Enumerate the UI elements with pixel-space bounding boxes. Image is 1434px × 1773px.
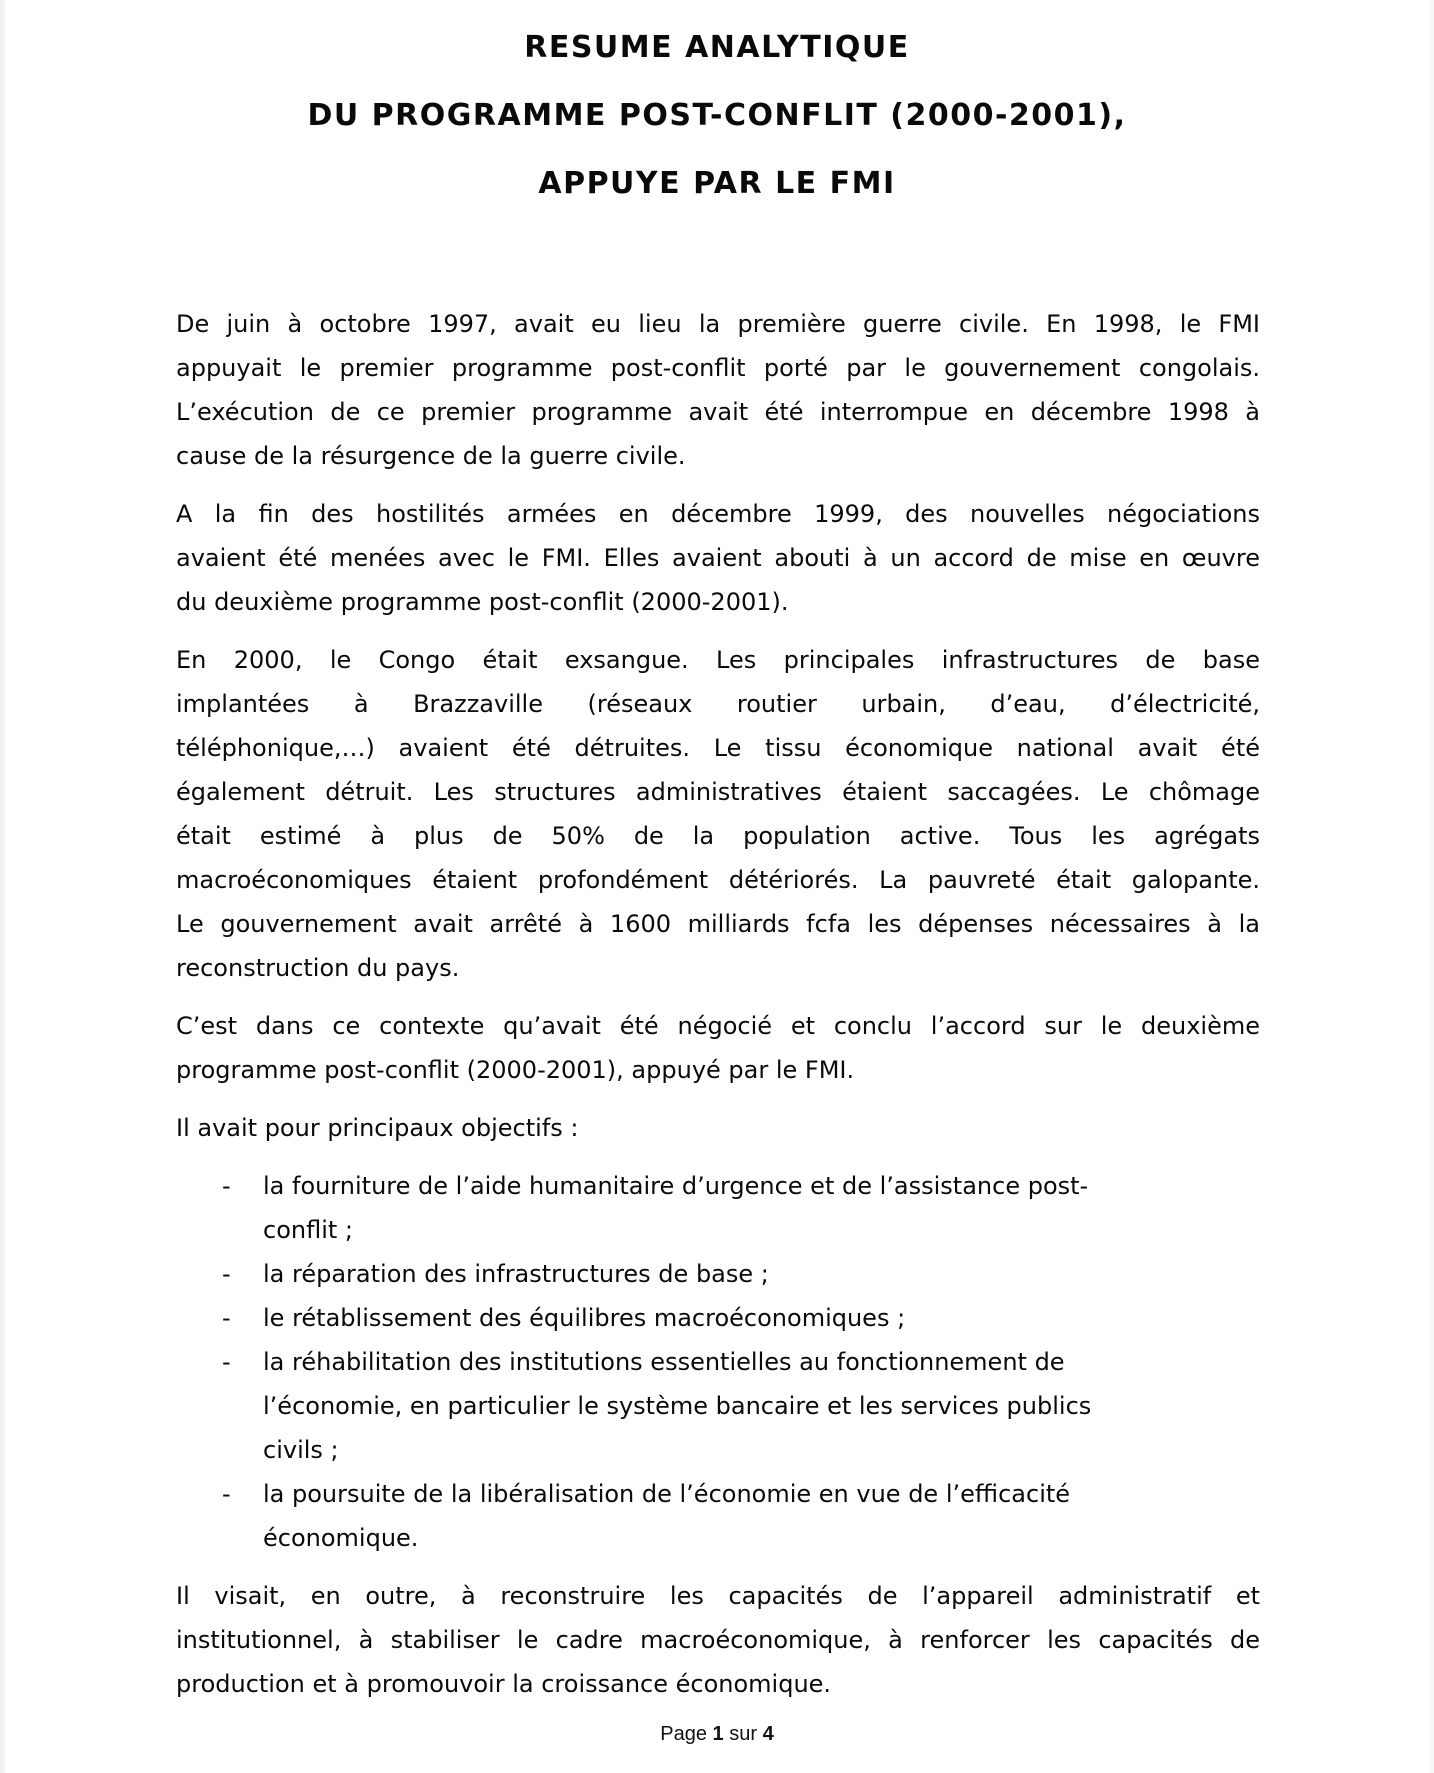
document-title bbox=[0, 0, 1434, 202]
objectives-intro-paragraph bbox=[176, 1106, 1260, 1150]
list-item-line: économique. bbox=[263, 1524, 419, 1552]
text-line: du deuxième programme post-conflit (2000-2001). bbox=[176, 588, 789, 616]
text-line: appuyait le premier programme post-conflit porté par le gouvernement congolais. bbox=[176, 354, 1260, 382]
bullet-dash-marker: - bbox=[222, 1260, 231, 1288]
text-line: institutionnel, à stabiliser le cadre macroéconomique, à renforcer les capacités de bbox=[176, 1626, 1260, 1654]
text-line: était estimé à plus de 50% de la population active. Tous les agrégats bbox=[176, 822, 1260, 850]
page-edge-right bbox=[1430, 0, 1434, 1773]
text-line: C’est dans ce contexte qu’avait été négocié et conclu l’accord sur le deuxième bbox=[176, 1012, 1260, 1040]
bullet-dash-marker: - bbox=[222, 1304, 231, 1332]
document-body bbox=[176, 302, 1260, 1706]
text-line: avaient été menées avec le FMI. Elles avaient abouti à un accord de mise en œuvre bbox=[176, 544, 1260, 572]
text-line: Il visait, en outre, à reconstruire les capacités de l’appareil administratif et bbox=[176, 1582, 1260, 1610]
text-line: cause de la résurgence de la guerre civile. bbox=[176, 442, 686, 470]
footer-page-label: Page bbox=[660, 1723, 707, 1745]
text-line: également détruit. Les structures administratives étaient saccagées. Le chômage bbox=[176, 778, 1260, 806]
text-line: En 2000, le Congo était exsangue. Les principales infrastructures de base bbox=[176, 646, 1260, 674]
page-footer bbox=[0, 1722, 1434, 1746]
text-line: téléphonique,…) avaient été détruites. Le tissu économique national avait été bbox=[176, 734, 1260, 762]
paragraph-1 bbox=[176, 302, 1260, 478]
list-item-line: conflit ; bbox=[263, 1216, 353, 1244]
text-line: DU PROGRAMME POST-CONFLIT (2000-2001), bbox=[307, 98, 1127, 133]
text-line: Il avait pour principaux objectifs : bbox=[176, 1114, 579, 1142]
text-line: production et à promouvoir la croissance économique. bbox=[176, 1670, 832, 1698]
list-item-line: la réparation des infrastructures de base ; bbox=[263, 1260, 769, 1288]
page-edge-left bbox=[0, 0, 5, 1773]
text-line: De juin à octobre 1997, avait eu lieu la première guerre civile. En 1998, le FMI bbox=[176, 310, 1260, 338]
text-line: L’exécution de ce premier programme avait été interrompue en décembre 1998 à bbox=[176, 398, 1260, 426]
paragraph-2 bbox=[176, 492, 1260, 624]
text-line: RESUME ANALYTIQUE bbox=[524, 30, 910, 65]
list-item bbox=[176, 1296, 1260, 1340]
list-item-line: l’économie, en particulier le système bancaire et les services publics bbox=[263, 1392, 1092, 1420]
text-line: APPUYE PAR LE FMI bbox=[538, 166, 896, 201]
bullet-dash-marker: - bbox=[222, 1348, 231, 1376]
list-item-line: le rétablissement des équilibres macroéconomiques ; bbox=[263, 1304, 906, 1332]
paragraph-3 bbox=[176, 638, 1260, 990]
list-item-line: la poursuite de la libéralisation de l’économie en vue de l’efficacité bbox=[263, 1480, 1071, 1508]
list-item-line: civils ; bbox=[263, 1436, 339, 1464]
list-item bbox=[176, 1252, 1260, 1296]
closing-paragraph bbox=[176, 1574, 1260, 1706]
bullet-dash-marker: - bbox=[222, 1480, 231, 1508]
list-item bbox=[176, 1472, 1260, 1560]
paragraph-4 bbox=[176, 1004, 1260, 1092]
footer-page-total: 4 bbox=[762, 1723, 774, 1745]
bullet-dash-marker: - bbox=[222, 1172, 231, 1200]
text-line: A la fin des hostilités armées en décembre 1999, des nouvelles négociations bbox=[176, 500, 1260, 528]
list-item bbox=[176, 1340, 1260, 1472]
text-line: programme post-conflit (2000-2001), appuyé par le FMI. bbox=[176, 1056, 855, 1084]
list-item-line: la fourniture de l’aide humanitaire d’urgence et de l’assistance post- bbox=[263, 1172, 1089, 1200]
footer-page-number: 1 bbox=[712, 1723, 724, 1745]
list-item-line: la réhabilitation des institutions essentielles au fonctionnement de bbox=[263, 1348, 1065, 1376]
text-line: implantées à Brazzaville (réseaux routier urbain, d’eau, d’électricité, bbox=[176, 690, 1260, 718]
text-line: Le gouvernement avait arrêté à 1600 milliards fcfa les dépenses nécessaires à la bbox=[176, 910, 1260, 938]
list-item bbox=[176, 1164, 1260, 1252]
footer-sur-label: sur bbox=[729, 1723, 758, 1745]
text-line: macroéconomiques étaient profondément détériorés. La pauvreté était galopante. bbox=[176, 866, 1260, 894]
text-line: reconstruction du pays. bbox=[176, 954, 460, 982]
objectives-list bbox=[176, 1164, 1260, 1560]
